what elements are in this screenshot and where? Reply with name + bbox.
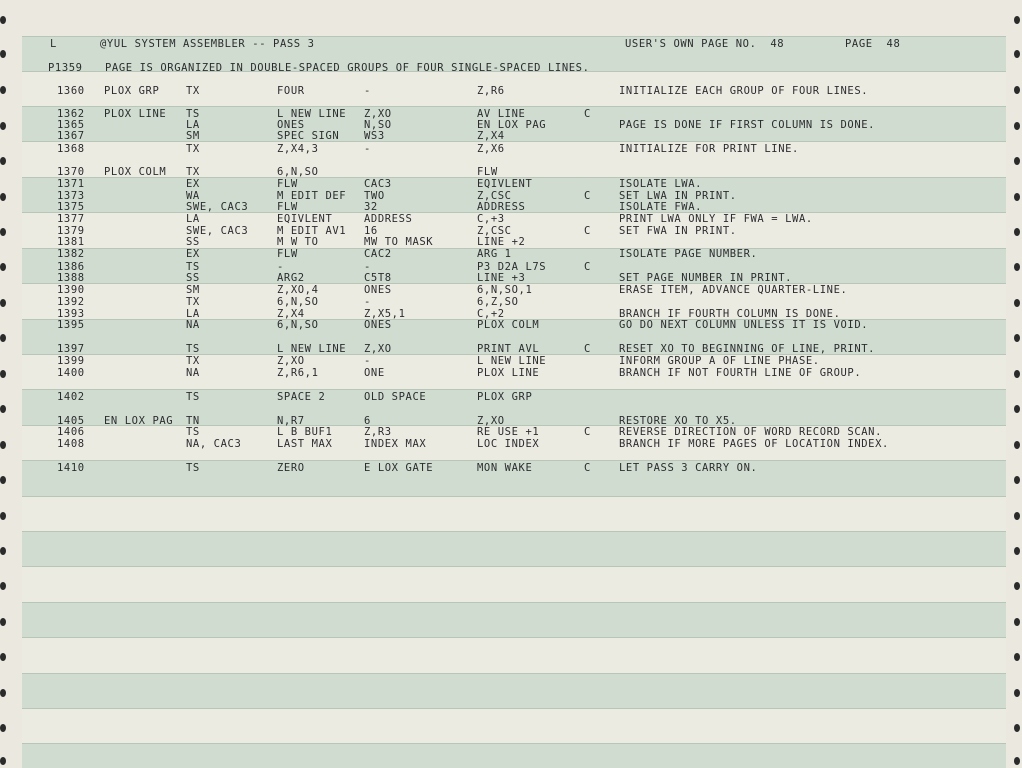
sprocket-hole <box>1014 16 1020 24</box>
white-band <box>22 496 1006 532</box>
header-page: PAGE 48 <box>845 38 901 50</box>
line-opcode: SWE, CAC3 <box>186 201 249 213</box>
line-number: 1392 <box>57 296 85 308</box>
line-operand-2: ONES <box>364 319 392 331</box>
sprocket-hole <box>0 299 6 307</box>
line-number: 1405 <box>57 415 85 427</box>
sprocket-hole <box>1014 86 1020 94</box>
sprocket-hole <box>1014 157 1020 165</box>
line-opcode: TX <box>186 296 200 308</box>
sprocket-hole <box>1014 512 1020 520</box>
line-operand-2: ONES <box>364 284 392 296</box>
sprocket-hole <box>0 476 6 484</box>
line-operand-2: C5T8 <box>364 272 392 284</box>
line-number: 1395 <box>57 319 85 331</box>
line-operand-3: PLOX COLM <box>477 319 540 331</box>
line-operand-1: 6,N,SO <box>277 166 319 178</box>
line-comment: RESET XO TO BEGINNING OF LINE, PRINT. <box>619 343 876 355</box>
sprocket-hole <box>0 512 6 520</box>
white-band <box>22 141 1006 178</box>
sprocket-hole <box>0 193 6 201</box>
line-number: 1368 <box>57 143 85 155</box>
line-operand-1: M EDIT DEF <box>277 190 347 202</box>
line-opcode: NA, CAC3 <box>186 438 242 450</box>
line-opcode: SM <box>186 284 200 296</box>
line-opcode: LA <box>186 308 200 320</box>
line-operand-1: N,R7 <box>277 415 305 427</box>
line-operand-3: FLW <box>477 166 498 178</box>
line-operand-1: FLW <box>277 248 298 260</box>
line-opcode: TS <box>186 391 200 403</box>
sprocket-hole <box>1014 618 1020 626</box>
line-operand-1: FLW <box>277 178 298 190</box>
line-operand-2: - <box>364 85 371 97</box>
line-number: 1367 <box>57 130 85 142</box>
line-number: 1386 <box>57 261 85 273</box>
line-opcode: TN <box>186 415 200 427</box>
sprocket-hole <box>0 228 6 236</box>
line-opcode: NA <box>186 367 200 379</box>
sprocket-hole <box>1014 724 1020 732</box>
line-operand-1: EQIVLENT <box>277 213 333 225</box>
line-number: 1373 <box>57 190 85 202</box>
sprocket-hole <box>1014 228 1020 236</box>
line-comment: ISOLATE LWA. <box>619 178 703 190</box>
sprocket-hole <box>1014 547 1020 555</box>
white-band <box>22 708 1006 744</box>
sprocket-hole <box>0 370 6 378</box>
header-user-page: USER'S OWN PAGE NO. 48 <box>625 38 785 50</box>
line-operand-3: P3 D2A L7S <box>477 261 547 273</box>
line-operand-2: TWO <box>364 190 385 202</box>
line-operand-2: - <box>364 143 371 155</box>
line-operand-3: C,+3 <box>477 213 505 225</box>
sprocket-hole <box>1014 582 1020 590</box>
line-operand-2: 6 <box>364 415 371 427</box>
line-operand-2: 16 <box>364 225 378 237</box>
line-opcode: TX <box>186 355 200 367</box>
line-operand-3: ARG 1 <box>477 248 512 260</box>
line-operand-3: PLOX LINE <box>477 367 540 379</box>
line-comment: INITIALIZE FOR PRINT LINE. <box>619 143 799 155</box>
line-number: 1362 <box>57 108 85 120</box>
line-operand-2: ONE <box>364 367 385 379</box>
line-operand-1: L B BUF1 <box>277 426 333 438</box>
line-operand-1: SPACE 2 <box>277 391 326 403</box>
sprocket-hole <box>1014 441 1020 449</box>
sprocket-hole <box>1014 334 1020 342</box>
line-number: 1397 <box>57 343 85 355</box>
white-band <box>22 566 1006 603</box>
sprocket-hole <box>0 689 6 697</box>
sprocket-hole <box>1014 299 1020 307</box>
line-operand-2: OLD SPACE <box>364 391 427 403</box>
line-operand-3: MON WAKE <box>477 462 533 474</box>
line-flag: C <box>584 343 591 355</box>
line-operand-3: LINE +3 <box>477 272 526 284</box>
line-operand-3: C,+2 <box>477 308 505 320</box>
line-opcode: TX <box>186 143 200 155</box>
line-operand-2: - <box>364 355 371 367</box>
note-line-number: P1359 <box>48 62 83 74</box>
line-comment: BRANCH IF FOURTH COLUMN IS DONE. <box>619 308 841 320</box>
line-comment: ISOLATE FWA. <box>619 201 703 213</box>
line-comment: REVERSE DIRECTION OF WORD RECORD SCAN. <box>619 426 883 438</box>
line-operand-2: ADDRESS <box>364 213 413 225</box>
line-label: PLOX LINE <box>104 108 167 120</box>
line-operand-1: FOUR <box>277 85 305 97</box>
sprocket-hole <box>0 724 6 732</box>
sprocket-hole <box>1014 370 1020 378</box>
line-operand-3: LOC INDEX <box>477 438 540 450</box>
line-comment: SET PAGE NUMBER IN PRINT. <box>619 272 793 284</box>
sprocket-hole <box>0 122 6 130</box>
line-flag: C <box>584 426 591 438</box>
line-operand-1: LAST MAX <box>277 438 333 450</box>
line-comment: INFORM GROUP A OF LINE PHASE. <box>619 355 820 367</box>
line-opcode: WA <box>186 190 200 202</box>
line-operand-2: Z,XO <box>364 108 392 120</box>
line-opcode: TS <box>186 343 200 355</box>
line-operand-1: Z,R6,1 <box>277 367 319 379</box>
line-operand-3: PRINT AVL <box>477 343 540 355</box>
line-number: 1408 <box>57 438 85 450</box>
line-operand-1: Z,X4,3 <box>277 143 319 155</box>
line-flag: C <box>584 225 591 237</box>
sprocket-hole <box>0 582 6 590</box>
sprocket-hole <box>0 757 6 765</box>
line-opcode: LA <box>186 213 200 225</box>
line-opcode: TS <box>186 261 200 273</box>
sprocket-hole <box>0 618 6 626</box>
line-number: 1377 <box>57 213 85 225</box>
sprocket-hole <box>0 547 6 555</box>
line-label: PLOX GRP <box>104 85 160 97</box>
sprocket-hole <box>0 157 6 165</box>
sprocket-hole <box>1014 193 1020 201</box>
line-operand-3: EN LOX PAG <box>477 119 547 131</box>
line-opcode: SWE, CAC3 <box>186 225 249 237</box>
line-operand-3: AV LINE <box>477 108 526 120</box>
line-comment: BRANCH IF NOT FOURTH LINE OF GROUP. <box>619 367 862 379</box>
line-comment: LET PASS 3 CARRY ON. <box>619 462 758 474</box>
line-operand-1: 6,N,SO <box>277 296 319 308</box>
sprocket-hole <box>0 50 6 58</box>
line-operand-3: 6,N,SO,1 <box>477 284 533 296</box>
line-operand-2: 32 <box>364 201 378 213</box>
line-opcode: EX <box>186 178 200 190</box>
line-number: 1365 <box>57 119 85 131</box>
line-operand-1: M W TO <box>277 236 319 248</box>
line-comment: SET FWA IN PRINT. <box>619 225 737 237</box>
line-operand-3: Z,X6 <box>477 143 505 155</box>
line-comment: ISOLATE PAGE NUMBER. <box>619 248 758 260</box>
white-band <box>22 637 1006 674</box>
line-operand-3: EQIVLENT <box>477 178 533 190</box>
sprocket-hole <box>0 334 6 342</box>
line-operand-1: M EDIT AV1 <box>277 225 347 237</box>
line-comment: PRINT LWA ONLY IF FWA = LWA. <box>619 213 813 225</box>
line-opcode: SM <box>186 130 200 142</box>
line-operand-1: Z,X4 <box>277 308 305 320</box>
line-flag: C <box>584 261 591 273</box>
line-operand-2: Z,R3 <box>364 426 392 438</box>
sprocket-hole <box>1014 405 1020 413</box>
green-band <box>22 602 1006 638</box>
line-operand-2: WS3 <box>364 130 385 142</box>
line-opcode: TX <box>186 166 200 178</box>
line-operand-1: ARG2 <box>277 272 305 284</box>
line-number: 1381 <box>57 236 85 248</box>
line-operand-1: - <box>277 261 284 273</box>
line-number: 1360 <box>57 85 85 97</box>
line-operand-1: FLW <box>277 201 298 213</box>
note-text: PAGE IS ORGANIZED IN DOUBLE-SPACED GROUPS OF FOUR SINGLE-SPACED LINES. <box>105 62 590 74</box>
line-operand-3: RE USE +1 <box>477 426 540 438</box>
line-opcode: SS <box>186 272 200 284</box>
line-operand-3: ADDRESS <box>477 201 526 213</box>
line-comment: PAGE IS DONE IF FIRST COLUMN IS DONE. <box>619 119 876 131</box>
sprocket-hole <box>1014 689 1020 697</box>
line-number: 1410 <box>57 462 85 474</box>
sprocket-hole <box>1014 757 1020 765</box>
line-operand-2: Z,XO <box>364 343 392 355</box>
line-comment: GO DO NEXT COLUMN UNLESS IT IS VOID. <box>619 319 869 331</box>
line-number: 1390 <box>57 284 85 296</box>
line-opcode: EX <box>186 248 200 260</box>
line-number: 1393 <box>57 308 85 320</box>
sprocket-hole <box>1014 263 1020 271</box>
sprocket-hole <box>0 86 6 94</box>
line-number: 1388 <box>57 272 85 284</box>
sprocket-hole <box>0 16 6 24</box>
line-comment: RESTORE XO TO X5. <box>619 415 737 427</box>
line-operand-2: INDEX MAX <box>364 438 427 450</box>
line-opcode: LA <box>186 119 200 131</box>
line-operand-3: Z,CSC <box>477 225 512 237</box>
sprocket-hole <box>1014 50 1020 58</box>
line-operand-3: L NEW LINE <box>477 355 547 367</box>
line-operand-2: MW TO MASK <box>364 236 434 248</box>
line-number: 1370 <box>57 166 85 178</box>
line-operand-1: Z,XO,4 <box>277 284 319 296</box>
line-number: 1379 <box>57 225 85 237</box>
line-operand-3: Z,CSC <box>477 190 512 202</box>
line-operand-1: SPEC SIGN <box>277 130 340 142</box>
line-operand-3: Z,XO <box>477 415 505 427</box>
header-title: @YUL SYSTEM ASSEMBLER -- PASS 3 <box>100 38 315 50</box>
line-operand-1: ONES <box>277 119 305 131</box>
line-operand-2: - <box>364 296 371 308</box>
line-operand-2: - <box>364 261 371 273</box>
sprocket-hole <box>0 263 6 271</box>
line-opcode: TS <box>186 108 200 120</box>
line-opcode: TX <box>186 85 200 97</box>
line-comment: INITIALIZE EACH GROUP OF FOUR LINES. <box>619 85 869 97</box>
line-flag: C <box>584 108 591 120</box>
line-operand-1: L NEW LINE <box>277 343 347 355</box>
green-band <box>22 743 1006 768</box>
line-operand-1: ZERO <box>277 462 305 474</box>
line-operand-3: Z,R6 <box>477 85 505 97</box>
line-comment: BRANCH IF MORE PAGES OF LOCATION INDEX. <box>619 438 889 450</box>
line-operand-2: CAC3 <box>364 178 392 190</box>
line-operand-3: LINE +2 <box>477 236 526 248</box>
line-number: 1375 <box>57 201 85 213</box>
sprocket-hole <box>0 441 6 449</box>
sprocket-hole <box>1014 122 1020 130</box>
line-comment: ERASE ITEM, ADVANCE QUARTER-LINE. <box>619 284 848 296</box>
line-label: EN LOX PAG <box>104 415 174 427</box>
line-operand-3: 6,Z,SO <box>477 296 519 308</box>
header-code: L <box>50 38 57 50</box>
sprocket-hole <box>1014 476 1020 484</box>
green-band <box>22 531 1006 567</box>
sprocket-hole <box>0 405 6 413</box>
line-operand-2: N,SO <box>364 119 392 131</box>
line-operand-1: 6,N,SO <box>277 319 319 331</box>
line-operand-2: CAC2 <box>364 248 392 260</box>
line-opcode: NA <box>186 319 200 331</box>
line-number: 1406 <box>57 426 85 438</box>
line-comment: SET LWA IN PRINT. <box>619 190 737 202</box>
line-operand-3: Z,X4 <box>477 130 505 142</box>
sprocket-hole <box>0 653 6 661</box>
line-number: 1382 <box>57 248 85 260</box>
line-opcode: TS <box>186 462 200 474</box>
line-number: 1402 <box>57 391 85 403</box>
line-flag: C <box>584 190 591 202</box>
line-operand-1: Z,XO <box>277 355 305 367</box>
sprocket-hole <box>1014 653 1020 661</box>
line-operand-2: Z,X5,1 <box>364 308 406 320</box>
line-number: 1400 <box>57 367 85 379</box>
line-label: PLOX COLM <box>104 166 167 178</box>
line-number: 1399 <box>57 355 85 367</box>
line-operand-2: E LOX GATE <box>364 462 434 474</box>
line-opcode: SS <box>186 236 200 248</box>
line-operand-1: L NEW LINE <box>277 108 347 120</box>
green-band <box>22 673 1006 709</box>
line-flag: C <box>584 462 591 474</box>
line-number: 1371 <box>57 178 85 190</box>
line-opcode: TS <box>186 426 200 438</box>
line-operand-3: PLOX GRP <box>477 391 533 403</box>
